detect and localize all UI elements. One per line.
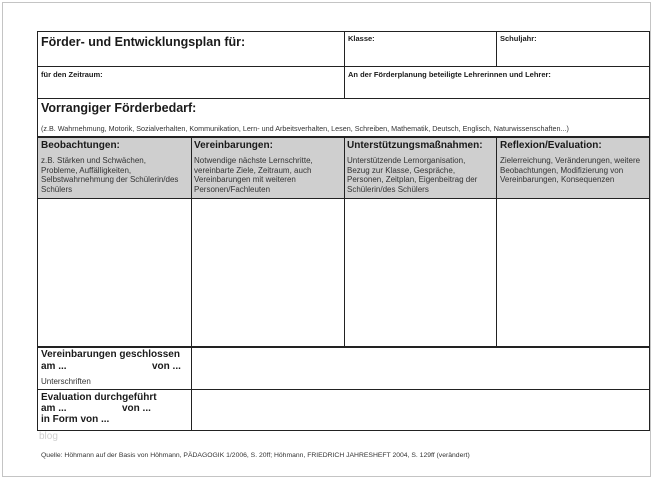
- col-agreements-desc: Notwendige nächste Lernschritte, vereinbarte Ziele, Zeitraum, auch Vereinbarungen mit weiteren Personen/Fachleuten: [194, 156, 313, 194]
- col-reflection-heading: Reflexion/Evaluation:: [500, 140, 602, 151]
- line-right: [649, 31, 650, 431]
- source-note: Quelle: Höhmann auf der Basis von Höhmann, PÄDAGOGIK 1/2006, S. 20ff; Höhmann, FRIEDRICH JAHRESHEFT 2004, S. 129ff (verändert): [41, 452, 470, 459]
- line-agreements-bottom: [37, 389, 650, 390]
- form-title: Förder- und Entwicklungsplan für:: [41, 35, 246, 49]
- col-support-heading: Unterstützungsmaßnahmen:: [347, 140, 483, 151]
- school-year-label: Schuljahr:: [500, 34, 537, 43]
- evaluation-line1: Evaluation durchgeführt: [41, 392, 157, 403]
- agreements-line1: Vereinbarungen geschlossen: [41, 349, 180, 360]
- line-left: [37, 31, 38, 431]
- agreements-am: am ...: [41, 361, 67, 372]
- evaluation-von: von ...: [122, 403, 151, 414]
- col-observations-desc: z.B. Stärken und Schwächen, Probleme, Auffälligkeiten, Selbstwahrnehmung der Schülerin/des Schülers: [41, 156, 179, 194]
- period-label: für den Zeitraum:: [41, 70, 103, 79]
- class-label: Klasse:: [348, 34, 375, 43]
- teachers-label: An der Förderplanung beteiligte Lehrerinnen und Lehrer:: [348, 70, 551, 79]
- agreements-von: von ...: [152, 361, 181, 372]
- line-evaluation-bottom: [37, 430, 650, 431]
- col-support-desc: Unterstützende Lernorganisation, Bezug zur Klasse, Gespräche, Personen, Zeitplan, Eigenbeitrag der Schülerin/des Schülers: [347, 156, 478, 194]
- line-col2: [191, 137, 192, 431]
- signatures-label: Unterschriften: [41, 377, 91, 386]
- col-observations-heading: Beobachtungen:: [41, 140, 120, 151]
- watermark: blog: [39, 431, 58, 442]
- evaluation-form: in Form von ...: [41, 414, 110, 425]
- need-heading: Vorrangiger Förderbedarf:: [41, 101, 197, 115]
- line-year-left: [496, 31, 497, 67]
- line-col3: [344, 137, 345, 347]
- col-reflection-desc: Zielerreichung, Veränderungen, weitere Beobachtungen, Modifizierung von Vereinbarungen, Konsequenzen: [500, 156, 641, 184]
- col-agreements-heading: Vereinbarungen:: [194, 140, 273, 151]
- line-col4: [496, 137, 497, 347]
- evaluation-am: am ...: [41, 403, 67, 414]
- line-class-left: [344, 31, 345, 99]
- need-examples: (z.B. Wahrnehmung, Motorik, Sozialverhalten, Kommunikation, Lern- und Arbeitsverhalten, Lesen, Schreiben, Mathematik, Deutsch, Englisch, Naturwissenschaften...): [41, 124, 569, 133]
